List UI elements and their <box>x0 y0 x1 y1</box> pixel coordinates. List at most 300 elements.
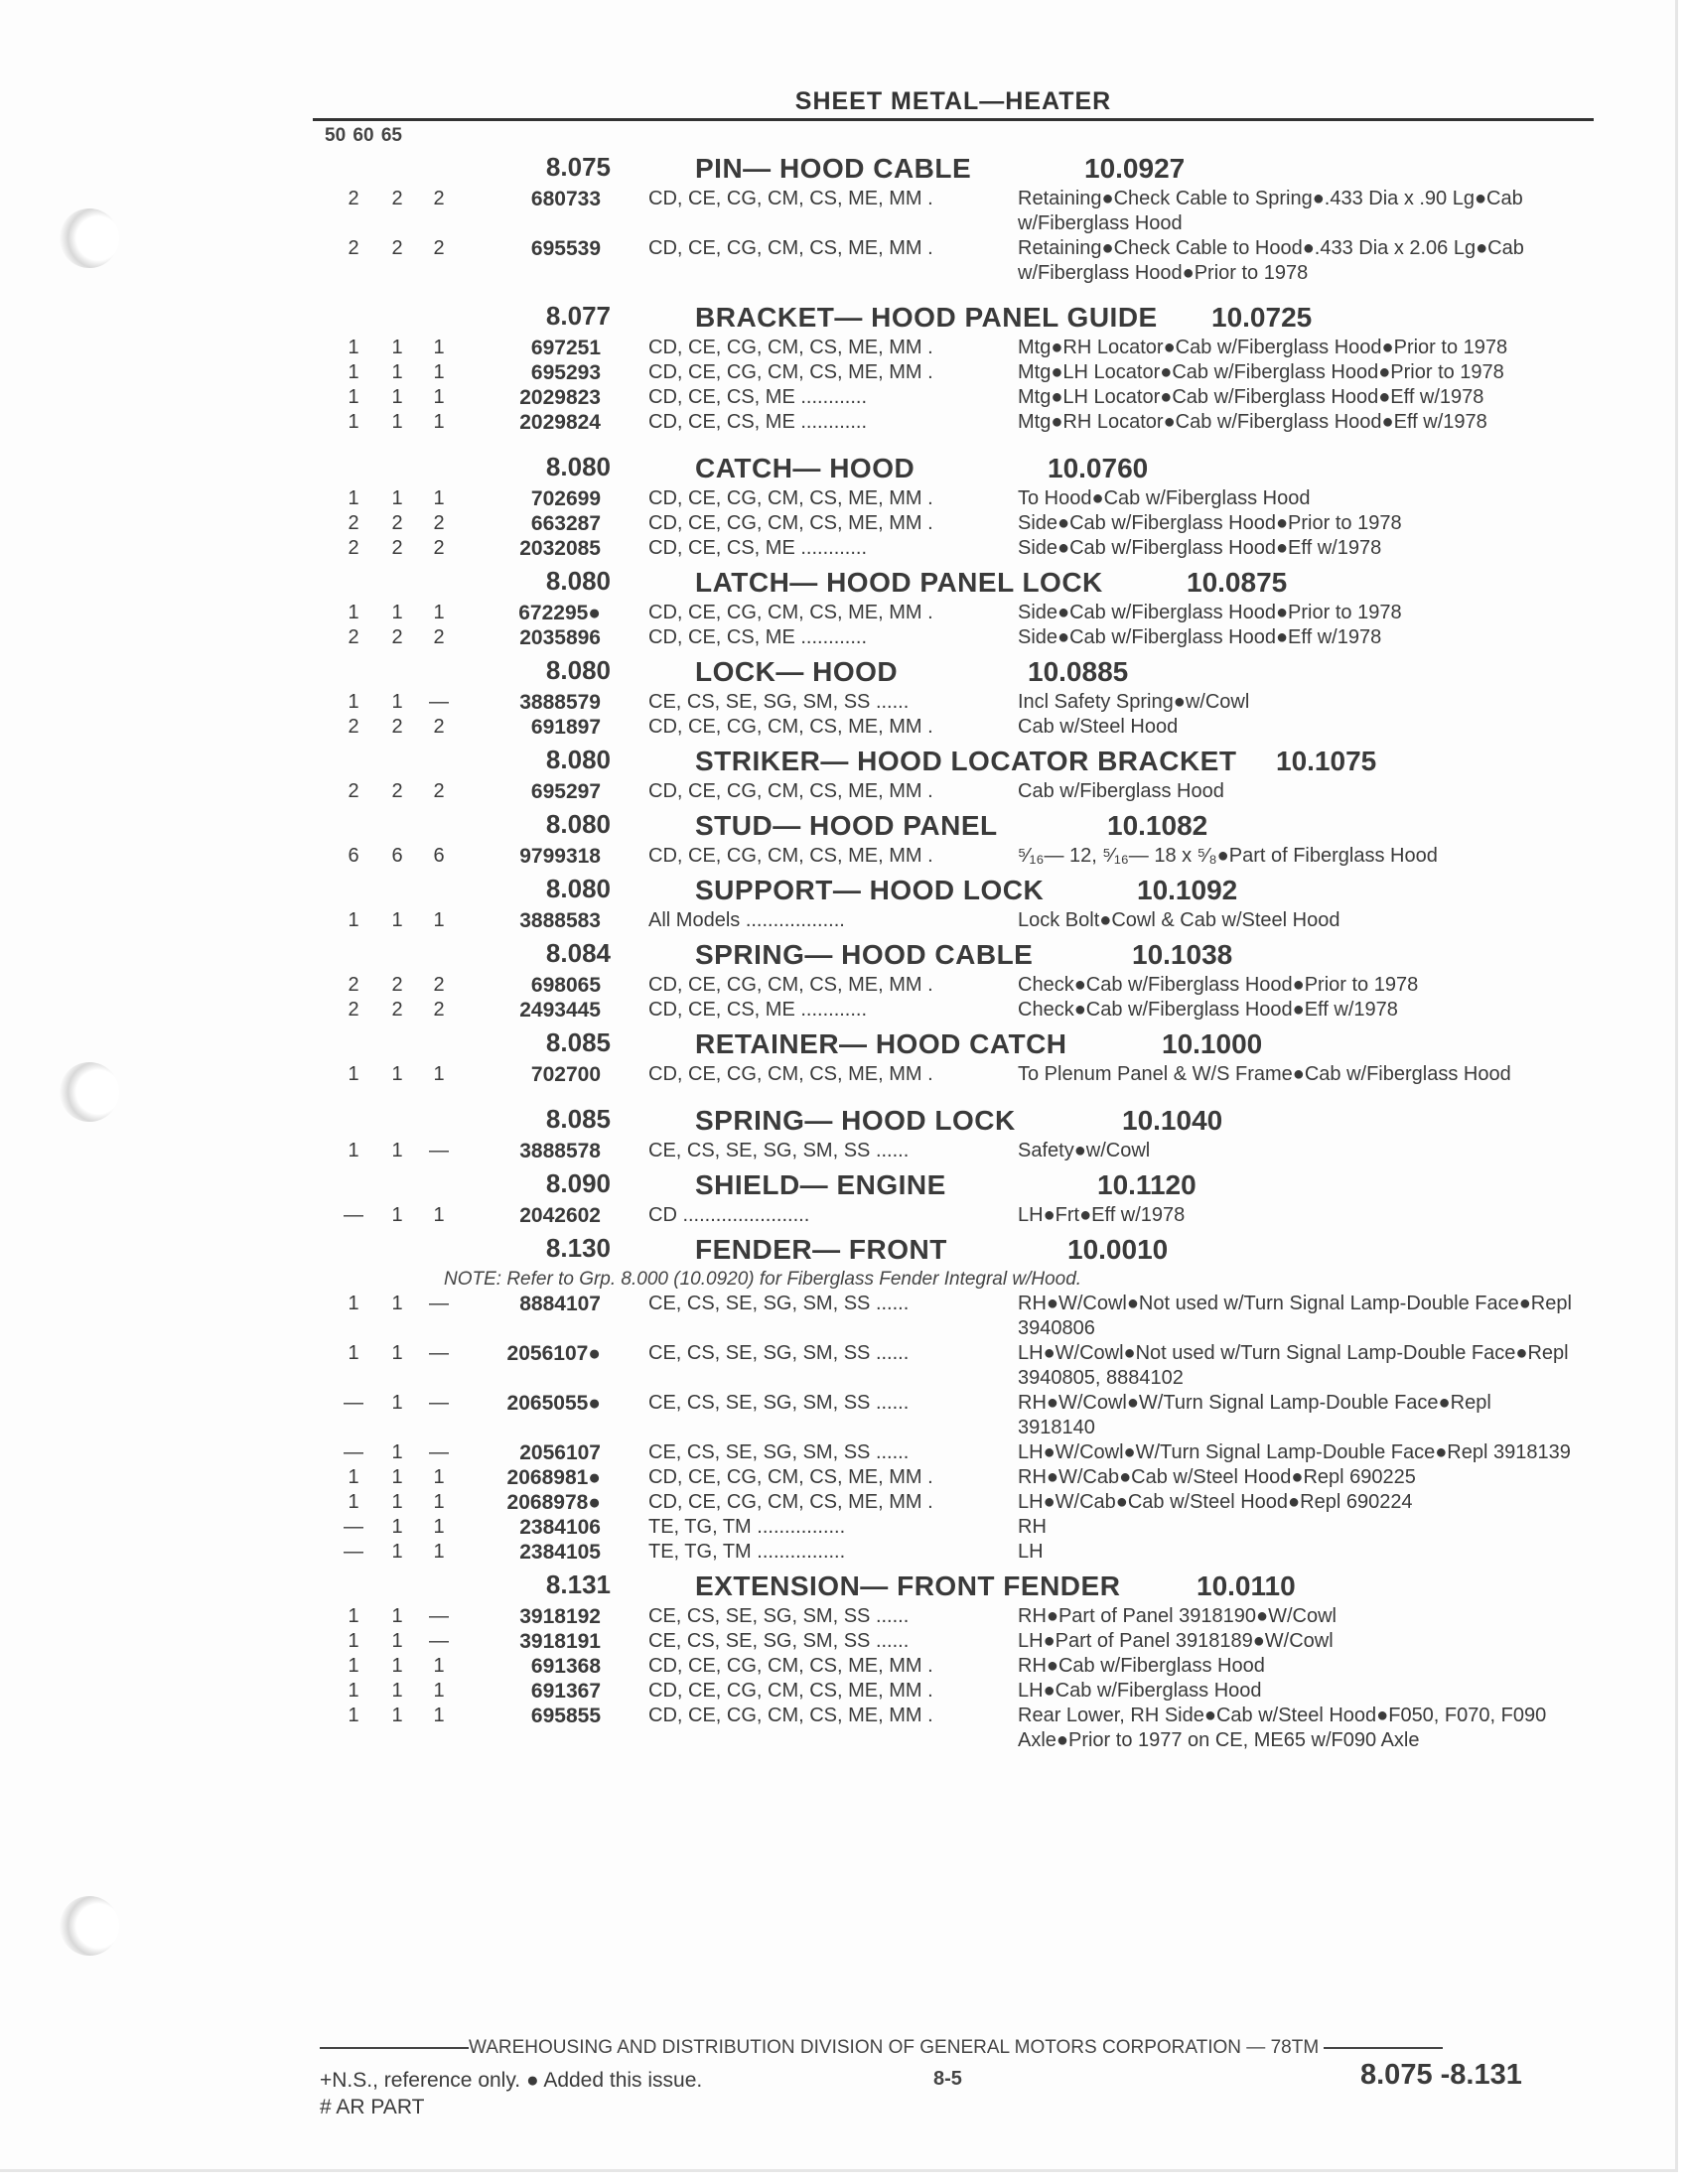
footer-rule-left <box>320 2047 469 2049</box>
group-number: 8.090 <box>545 1168 611 1198</box>
qty-65: 1 <box>433 602 445 623</box>
model-codes: CE, CS, SE, SG, SM, SS ...... <box>648 1441 910 1463</box>
model-codes: CE, CS, SE, SG, SM, SS ...... <box>648 1342 910 1364</box>
part-number: 2056107● <box>506 1342 601 1365</box>
qty-50: 1 <box>348 1655 359 1677</box>
group-header <box>313 151 1604 187</box>
group-number: 8.080 <box>545 809 611 839</box>
part-description: LH <box>1018 1541 1044 1563</box>
qty-65: — <box>429 1441 449 1463</box>
footer-division-text: WAREHOUSING AND DISTRIBUTION DIVISION OF GENERAL MOTORS CORPORATION — 78TM <box>469 2037 1320 2058</box>
qty-60: 1 <box>391 1063 403 1085</box>
qty-50: 2 <box>348 512 359 534</box>
part-row <box>313 690 1604 715</box>
part-number: 691368 <box>530 1655 601 1678</box>
qty-50: 1 <box>348 1063 359 1085</box>
part-description: LH●Part of Panel 3918189●W/Cowl <box>1018 1630 1334 1652</box>
model-codes: CE, CS, SE, SG, SM, SS ...... <box>648 691 910 713</box>
group-number: 8.080 <box>545 566 611 596</box>
model-codes: CD, CE, CG, CM, CS, ME, MM . <box>648 1491 933 1513</box>
model-codes: CD, CE, CG, CM, CS, ME, MM . <box>648 188 933 209</box>
group-header <box>313 1026 1604 1062</box>
group-name: BRACKET— HOOD PANEL GUIDE <box>695 302 1158 333</box>
group-name: SPRING— HOOD CABLE <box>695 939 1034 970</box>
part-number: 2384105 <box>519 1541 601 1564</box>
group-number: 8.131 <box>545 1570 611 1599</box>
qty-60: 1 <box>391 1705 403 1726</box>
group-name: LOCK— HOOD <box>695 656 899 687</box>
group-code: 10.1082 <box>1107 810 1208 841</box>
part-number: 702700 <box>530 1063 601 1086</box>
group-name: STRIKER— HOOD LOCATOR BRACKET <box>695 746 1237 776</box>
group-header <box>313 1167 1604 1203</box>
qty-65: 1 <box>433 1516 445 1538</box>
qty-65: 1 <box>433 1466 445 1488</box>
part-row <box>313 1062 1604 1087</box>
model-codes: CD, CE, CS, ME ............ <box>648 386 868 408</box>
qty-50: — <box>344 1541 363 1563</box>
part-description: Check●Cab w/Fiberglass Hood●Eff w/1978 <box>1018 999 1398 1021</box>
qty-60: 2 <box>391 999 403 1021</box>
qty-65: 1 <box>433 1491 445 1513</box>
group-number: 8.084 <box>545 938 611 968</box>
model-codes: CE, CS, SE, SG, SM, SS ...... <box>648 1630 910 1652</box>
part-row <box>313 1292 1604 1341</box>
part-number: 663287 <box>530 512 601 535</box>
part-description: RH●Part of Panel 3918190●W/Cowl <box>1018 1605 1337 1627</box>
model-codes: CE, CS, SE, SG, SM, SS ...... <box>648 1293 910 1314</box>
group-name: SHIELD— ENGINE <box>695 1169 946 1200</box>
qty-60: 2 <box>391 188 403 209</box>
header-rule <box>313 118 1594 121</box>
group-number: 8.085 <box>545 1104 611 1134</box>
footer-legend-line-2: # AR PART <box>320 2096 425 2118</box>
qty-60: 1 <box>391 411 403 433</box>
part-description: Safety●w/Cowl <box>1018 1140 1151 1161</box>
qty-50: 1 <box>348 1466 359 1488</box>
part-description: Lock Bolt●Cowl & Cab w/Steel Hood <box>1018 909 1340 931</box>
qty-60: 1 <box>391 487 403 509</box>
part-number: 2493445 <box>519 999 601 1022</box>
part-row <box>313 779 1604 804</box>
model-codes: CE, CS, SE, SG, SM, SS ...... <box>648 1140 910 1161</box>
part-row <box>313 908 1604 933</box>
part-number: 3888578 <box>519 1140 601 1162</box>
qty-50: — <box>344 1204 363 1226</box>
group-name: STUD— HOOD PANEL <box>695 810 998 841</box>
part-description: LH●Cab w/Fiberglass Hood <box>1018 1680 1262 1702</box>
part-description: LH●Frt●Eff w/1978 <box>1018 1204 1186 1226</box>
part-description: RH <box>1018 1516 1047 1538</box>
group-header <box>313 744 1604 779</box>
group-name: RETAINER— HOOD CATCH <box>695 1028 1067 1059</box>
part-number: 698065 <box>530 974 601 997</box>
group-header <box>313 873 1604 908</box>
part-description: Check●Cab w/Fiberglass Hood●Prior to 1978 <box>1018 974 1419 996</box>
qty-60: 1 <box>391 1516 403 1538</box>
part-number: 3918192 <box>519 1605 601 1628</box>
qty-50: 2 <box>348 237 359 259</box>
part-description: Mtg●RH Locator●Cab w/Fiberglass Hood●Prior to 1978 <box>1018 337 1508 358</box>
qty-60: 1 <box>391 1293 403 1314</box>
binder-hole-middle <box>60 1062 119 1122</box>
qty-65: 1 <box>433 487 445 509</box>
footer-legend-line-1: +N.S., reference only. ● Added this issue. <box>320 2069 703 2092</box>
model-codes: CD ....................... <box>648 1204 810 1226</box>
part-description: Rear Lower, RH Side●Cab w/Steel Hood●F050, F070, F090 Axle●Prior to 1977 on CE, ME65 w/F090 Axle <box>1018 1705 1547 1751</box>
group-number: 8.130 <box>545 1233 611 1263</box>
part-number: 695297 <box>530 780 601 803</box>
section-title: SHEET METAL—HEATER <box>794 87 1112 115</box>
part-description: RH●Cab w/Fiberglass Hood <box>1018 1655 1265 1677</box>
group-name: SUPPORT— HOOD LOCK <box>695 875 1045 905</box>
model-codes: CD, CE, CG, CM, CS, ME, MM . <box>648 974 933 996</box>
model-codes: CD, CE, CG, CM, CS, ME, MM . <box>648 780 933 802</box>
qty-60: 1 <box>391 1605 403 1627</box>
qty-65: — <box>429 691 449 713</box>
qty-60: 1 <box>391 1466 403 1488</box>
model-codes: CD, CE, CG, CM, CS, ME, MM . <box>648 361 933 383</box>
part-description: LH●W/Cowl●W/Turn Signal Lamp-Double Face●Repl 3918139 <box>1018 1441 1571 1463</box>
part-row <box>313 360 1604 385</box>
group-name: EXTENSION— FRONT FENDER <box>695 1570 1121 1601</box>
part-row <box>313 1515 1604 1540</box>
part-row <box>313 1679 1604 1704</box>
qty-50: — <box>344 1516 363 1538</box>
qty-65: 1 <box>433 361 445 383</box>
qty-50: 2 <box>348 188 359 209</box>
qty-50: 1 <box>348 1140 359 1161</box>
model-codes: CD, CE, CS, ME ............ <box>648 999 868 1021</box>
qty-50: 6 <box>348 845 359 867</box>
part-row <box>313 844 1604 869</box>
qty-50: 1 <box>348 386 359 408</box>
model-codes: CD, CE, CG, CM, CS, ME, MM . <box>648 337 933 358</box>
qty-60: 2 <box>391 512 403 534</box>
qty-65: 2 <box>433 237 445 259</box>
part-row <box>313 715 1604 740</box>
qty-65: — <box>429 1293 449 1314</box>
part-row <box>313 625 1604 650</box>
part-description: Retaining●Check Cable to Spring●.433 Dia x .90 Lg●Cab w/Fiberglass Hood <box>1018 188 1523 234</box>
group-code: 10.1040 <box>1122 1105 1223 1136</box>
qty-60: 1 <box>391 909 403 931</box>
part-number: 680733 <box>530 188 601 210</box>
model-codes: CD, CE, CG, CM, CS, ME, MM . <box>648 1680 933 1702</box>
qty-65: 1 <box>433 1541 445 1563</box>
qty-50: 1 <box>348 361 359 383</box>
part-row <box>313 1203 1604 1228</box>
group-name: SPRING— HOOD LOCK <box>695 1105 1016 1136</box>
part-row <box>313 1604 1604 1629</box>
qty-60: 2 <box>391 974 403 996</box>
part-row <box>313 1490 1604 1515</box>
qty-50: 1 <box>348 1705 359 1726</box>
group-header <box>313 300 1604 336</box>
qty-60: 1 <box>391 1541 403 1563</box>
part-description: Side●Cab w/Fiberglass Hood●Prior to 1978 <box>1018 512 1402 534</box>
part-number: 3918191 <box>519 1630 601 1653</box>
model-codes: CD, CE, CG, CM, CS, ME, MM . <box>648 602 933 623</box>
part-number: 672295● <box>518 602 601 624</box>
qty-60: 1 <box>391 1392 403 1414</box>
quantity-columns-label: 50 60 65 <box>325 125 402 146</box>
footer-rule-right <box>1324 2047 1443 2049</box>
qty-65: 1 <box>433 411 445 433</box>
qty-50: 1 <box>348 1605 359 1627</box>
qty-60: 1 <box>391 691 403 713</box>
qty-65: — <box>429 1342 449 1364</box>
qty-65: 1 <box>433 1204 445 1226</box>
part-number: 697251 <box>530 337 601 359</box>
qty-50: 1 <box>348 691 359 713</box>
part-number: 695539 <box>530 237 601 260</box>
qty-65: 2 <box>433 537 445 559</box>
part-description: RH●W/Cab●Cab w/Steel Hood●Repl 690225 <box>1018 1466 1416 1488</box>
model-codes: CD, CE, CG, CM, CS, ME, MM . <box>648 487 933 509</box>
qty-65: — <box>429 1630 449 1652</box>
part-description: ⁵⁄₁₆— 12, ⁵⁄₁₆— 18 x ⁵⁄₈●Part of Fiberglass Hood <box>1018 845 1438 867</box>
qty-65: 1 <box>433 1705 445 1726</box>
qty-60: 1 <box>391 1680 403 1702</box>
binder-hole-bottom <box>60 1896 119 1956</box>
footer-division-line <box>320 2037 1601 2059</box>
part-description: Cab w/Fiberglass Hood <box>1018 780 1224 802</box>
qty-65: 2 <box>433 780 445 802</box>
part-number: 2029823 <box>519 386 601 409</box>
model-codes: CD, CE, CG, CM, CS, ME, MM . <box>648 237 933 259</box>
group-header <box>313 1569 1604 1604</box>
group-code: 10.0875 <box>1187 567 1288 598</box>
qty-50: 1 <box>348 1293 359 1314</box>
footer-group-range: 8.075 -8.131 <box>1360 2059 1522 2091</box>
part-row <box>313 511 1604 536</box>
section-header <box>313 87 1594 121</box>
group-header <box>313 451 1604 486</box>
model-codes: CD, CE, CG, CM, CS, ME, MM . <box>648 1655 933 1677</box>
model-codes: CD, CE, CG, CM, CS, ME, MM . <box>648 716 933 738</box>
qty-60: 1 <box>391 337 403 358</box>
part-number: 3888583 <box>519 909 601 932</box>
qty-65: 1 <box>433 337 445 358</box>
qty-60: 1 <box>391 1491 403 1513</box>
group-header <box>313 937 1604 973</box>
group-number: 8.080 <box>545 745 611 774</box>
qty-65: 2 <box>433 512 445 534</box>
qty-60: 1 <box>391 602 403 623</box>
part-number: 2068981● <box>506 1466 601 1489</box>
qty-50: 1 <box>348 1630 359 1652</box>
group-code: 10.0010 <box>1067 1234 1169 1265</box>
group-code: 10.0725 <box>1211 302 1313 333</box>
part-description: Mtg●LH Locator●Cab w/Fiberglass Hood●Prior to 1978 <box>1018 361 1504 383</box>
qty-65: 2 <box>433 716 445 738</box>
qty-60: 1 <box>391 1342 403 1364</box>
group-name: PIN— HOOD CABLE <box>695 153 972 184</box>
part-description: RH●W/Cowl●Not used w/Turn Signal Lamp-Double Face●Repl 3940806 <box>1018 1293 1572 1339</box>
qty-65: 2 <box>433 626 445 648</box>
part-number: 8884107 <box>519 1293 601 1315</box>
qty-65: 2 <box>433 188 445 209</box>
part-row <box>313 1654 1604 1679</box>
part-number: 2384106 <box>519 1516 601 1539</box>
group-number: 8.080 <box>545 452 611 481</box>
group-number: 8.080 <box>545 874 611 903</box>
group-header <box>313 1232 1604 1268</box>
qty-65: 1 <box>433 909 445 931</box>
group-code: 10.0760 <box>1048 453 1149 483</box>
part-number: 2056107 <box>519 1441 601 1464</box>
group-number: 8.085 <box>545 1027 611 1057</box>
qty-50: 2 <box>348 537 359 559</box>
part-description: Incl Safety Spring●w/Cowl <box>1018 691 1250 713</box>
part-description: Side●Cab w/Fiberglass Hood●Prior to 1978 <box>1018 602 1402 623</box>
part-description: Side●Cab w/Fiberglass Hood●Eff w/1978 <box>1018 537 1382 559</box>
part-row <box>313 187 1604 236</box>
group-code: 10.1075 <box>1276 746 1377 776</box>
qty-50: 1 <box>348 487 359 509</box>
model-codes: CD, CE, CS, ME ............ <box>648 411 868 433</box>
part-number: 702699 <box>530 487 601 510</box>
model-codes: CE, CS, SE, SG, SM, SS ...... <box>648 1392 910 1414</box>
qty-60: 1 <box>391 361 403 383</box>
part-row <box>313 1704 1604 1753</box>
qty-50: 2 <box>348 780 359 802</box>
group-code: 10.0927 <box>1084 153 1186 184</box>
qty-60: 2 <box>391 237 403 259</box>
qty-50: 1 <box>348 1680 359 1702</box>
qty-65: 1 <box>433 386 445 408</box>
qty-50: 1 <box>348 411 359 433</box>
qty-65: 1 <box>433 1063 445 1085</box>
part-row <box>313 601 1604 625</box>
part-row <box>313 385 1604 410</box>
part-description: To Hood●Cab w/Fiberglass Hood <box>1018 487 1311 509</box>
model-codes: CD, CE, CG, CM, CS, ME, MM . <box>648 1705 933 1726</box>
qty-50: 1 <box>348 1342 359 1364</box>
qty-65: — <box>429 1392 449 1414</box>
qty-60: 2 <box>391 716 403 738</box>
qty-65: — <box>429 1605 449 1627</box>
part-number: 2065055● <box>506 1392 601 1415</box>
qty-65: 6 <box>433 845 445 867</box>
qty-65: 2 <box>433 974 445 996</box>
group-code: 10.0885 <box>1028 656 1129 687</box>
part-number: 2029824 <box>519 411 601 434</box>
group-header <box>313 808 1604 844</box>
group-note: NOTE: Refer to Grp. 8.000 (10.0920) for Fiberglass Fender Integral w/Hood. <box>444 1269 1082 1290</box>
qty-65: — <box>429 1140 449 1161</box>
part-number: 9799318 <box>519 845 601 868</box>
qty-60: 1 <box>391 1630 403 1652</box>
part-number: 2068978● <box>506 1491 601 1514</box>
part-row <box>313 1629 1604 1654</box>
model-codes: All Models .................. <box>648 909 845 931</box>
binder-hole-top <box>60 208 119 268</box>
group-number: 8.077 <box>545 301 611 331</box>
model-codes: CD, CE, CS, ME ............ <box>648 537 868 559</box>
qty-60: 1 <box>391 1140 403 1161</box>
qty-65: 1 <box>433 1655 445 1677</box>
part-row <box>313 336 1604 360</box>
part-number: 691367 <box>530 1680 601 1703</box>
qty-50: 2 <box>348 716 359 738</box>
group-name: LATCH— HOOD PANEL LOCK <box>695 567 1103 598</box>
part-row <box>313 1465 1604 1490</box>
part-description: Mtg●RH Locator●Cab w/Fiberglass Hood●Eff w/1978 <box>1018 411 1487 433</box>
model-codes: CD, CE, CG, CM, CS, ME, MM . <box>648 845 933 867</box>
part-number: 2035896 <box>519 626 601 649</box>
part-row <box>313 973 1604 998</box>
part-description: RH●W/Cowl●W/Turn Signal Lamp-Double Face●Repl 3918140 <box>1018 1392 1491 1438</box>
group-header <box>313 654 1604 690</box>
qty-60: 1 <box>391 1655 403 1677</box>
qty-60: 2 <box>391 626 403 648</box>
part-row <box>313 536 1604 561</box>
qty-60: 6 <box>391 845 403 867</box>
part-row <box>313 1341 1604 1391</box>
qty-50: 1 <box>348 602 359 623</box>
group-code: 10.0110 <box>1197 1570 1296 1601</box>
part-row <box>313 410 1604 435</box>
part-description: Mtg●LH Locator●Cab w/Fiberglass Hood●Eff w/1978 <box>1018 386 1484 408</box>
group-code: 10.1000 <box>1162 1028 1263 1059</box>
model-codes: CE, CS, SE, SG, SM, SS ...... <box>648 1605 910 1627</box>
group-code: 10.1092 <box>1137 875 1238 905</box>
part-description: Side●Cab w/Fiberglass Hood●Eff w/1978 <box>1018 626 1382 648</box>
part-row <box>313 486 1604 511</box>
model-codes: TE, TG, TM ................ <box>648 1541 846 1563</box>
group-number: 8.075 <box>545 152 611 182</box>
footer-page-number: 8-5 <box>933 2068 962 2090</box>
part-number: 2042602 <box>519 1204 601 1227</box>
qty-50: 1 <box>348 337 359 358</box>
part-number: 695293 <box>530 361 601 384</box>
part-description: LH●W/Cowl●Not used w/Turn Signal Lamp-Double Face●Repl 3940805, 8884102 <box>1018 1342 1569 1389</box>
model-codes: CD, CE, CS, ME ............ <box>648 626 868 648</box>
part-number: 3888579 <box>519 691 601 714</box>
part-description: Retaining●Check Cable to Hood●.433 Dia x 2.06 Lg●Cab w/Fiberglass Hood●Prior to 1978 <box>1018 237 1524 284</box>
part-row <box>313 1440 1604 1465</box>
model-codes: CD, CE, CG, CM, CS, ME, MM . <box>648 1466 933 1488</box>
group-header <box>313 565 1604 601</box>
part-number: 695855 <box>530 1705 601 1727</box>
qty-50: — <box>344 1392 363 1414</box>
qty-50: 2 <box>348 974 359 996</box>
part-description: LH●W/Cab●Cab w/Steel Hood●Repl 690224 <box>1018 1491 1413 1513</box>
qty-50: 1 <box>348 909 359 931</box>
part-row <box>313 998 1604 1023</box>
part-row <box>313 236 1604 286</box>
qty-65: 1 <box>433 1680 445 1702</box>
qty-60: 1 <box>391 1204 403 1226</box>
part-number: 691897 <box>530 716 601 739</box>
group-number: 8.080 <box>545 655 611 685</box>
model-codes: CD, CE, CG, CM, CS, ME, MM . <box>648 512 933 534</box>
qty-50: 2 <box>348 626 359 648</box>
part-row <box>313 1391 1604 1440</box>
qty-60: 2 <box>391 537 403 559</box>
model-codes: CD, CE, CG, CM, CS, ME, MM . <box>648 1063 933 1085</box>
part-description: To Plenum Panel & W/S Frame●Cab w/Fiberglass Hood <box>1018 1063 1511 1085</box>
qty-65: 2 <box>433 999 445 1021</box>
part-number: 2032085 <box>519 537 601 560</box>
group-code: 10.1038 <box>1132 939 1233 970</box>
group-header <box>313 1103 1604 1139</box>
parts-list <box>313 151 1604 1753</box>
footer-legend <box>320 2067 702 2120</box>
qty-60: 2 <box>391 780 403 802</box>
